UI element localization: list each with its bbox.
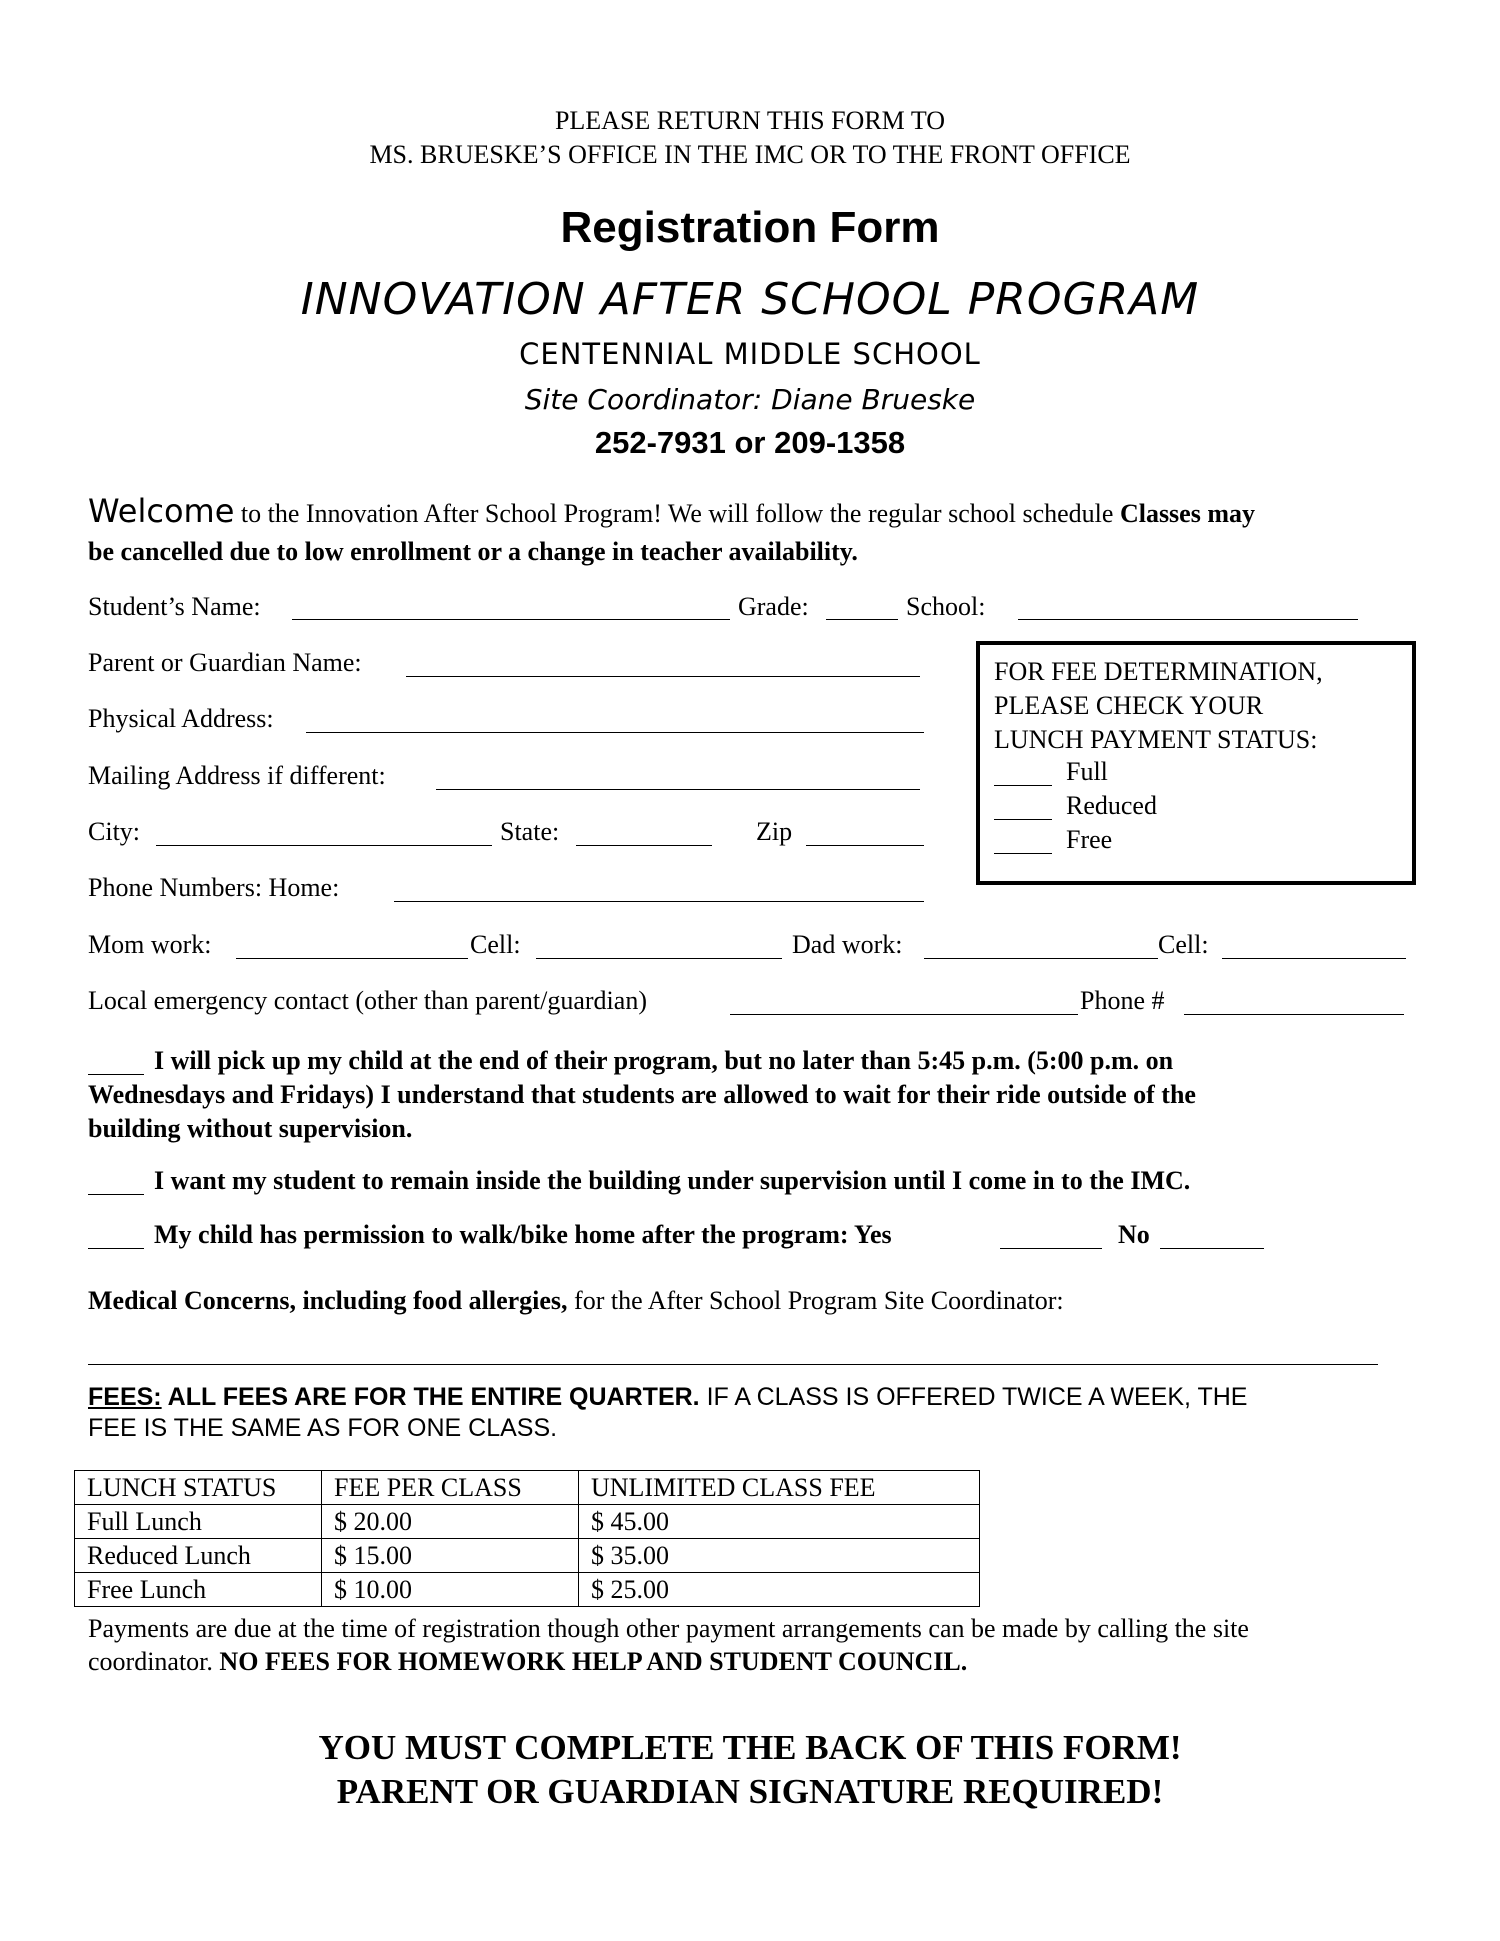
pickup-option-1-line-3: building without supervision. [88, 1114, 413, 1143]
student-name-field[interactable] [292, 619, 730, 620]
parent-name-label: Parent or Guardian Name: [88, 648, 362, 677]
physical-address-label: Physical Address: [88, 704, 274, 733]
table-cell: $ 15.00 [322, 1539, 579, 1573]
program-name: INNOVATION AFTER SCHOOL PROGRAM [300, 274, 1200, 325]
mailing-address-field[interactable] [436, 789, 920, 790]
payment-line-2: coordinator. [88, 1647, 220, 1676]
dad-work-field[interactable] [924, 958, 1158, 959]
fee-box-line-1: FOR FEE DETERMINATION, [994, 657, 1323, 686]
fee-table-header: UNLIMITED CLASS FEE [579, 1471, 980, 1505]
walk-bike-no-label: No [1118, 1220, 1150, 1249]
pickup-option-1-text [88, 1044, 1418, 1146]
fees-text-3: FEE IS THE SAME AS FOR ONE CLASS. [88, 1414, 558, 1442]
fee-box-line-2: PLEASE CHECK YOUR [994, 691, 1264, 720]
medical-concerns-label [88, 1286, 1064, 1316]
lunch-reduced-checkbox[interactable] [994, 819, 1052, 820]
table-cell: $ 35.00 [579, 1539, 980, 1573]
welcome-word: Welcome [88, 492, 235, 530]
table-cell: $ 25.00 [579, 1573, 980, 1607]
pickup-option-3-checkbox[interactable] [88, 1248, 144, 1249]
fees-statement [88, 1382, 1418, 1444]
welcome-bold-2: be cancelled due to low enrollment or a change in teacher availability. [88, 537, 858, 566]
site-coordinator: Site Coordinator: Diane Brueske [524, 383, 976, 416]
footer-line-2: PARENT OR GUARDIAN SIGNATURE REQUIRED! [336, 1772, 1164, 1811]
lunch-full-checkbox[interactable] [994, 785, 1052, 786]
return-instructions [0, 104, 1500, 172]
school-name: CENTENNIAL MIDDLE SCHOOL [519, 337, 981, 371]
fees-bold-text: ALL FEES ARE FOR THE ENTIRE QUARTER. [161, 1383, 700, 1411]
student-name-label: Student’s Name: [88, 592, 261, 621]
mom-cell-field[interactable] [536, 958, 782, 959]
fee-table-header: LUNCH STATUS [75, 1471, 322, 1505]
phone-home-field[interactable] [394, 901, 924, 902]
pickup-option-1-line-1: I will pick up my child at the end of their program, but no later than 5:45 p.m. (5:00 p.m. on [154, 1046, 1174, 1075]
return-line-1: PLEASE RETURN THIS FORM TO [554, 106, 946, 135]
school-field[interactable] [1018, 619, 1358, 620]
table-cell: $ 20.00 [322, 1505, 579, 1539]
fee-box-line-3: LUNCH PAYMENT STATUS: [994, 725, 1318, 754]
emergency-contact-label: Local emergency contact (other than parent/guardian) [88, 986, 647, 1015]
pickup-option-2-checkbox[interactable] [88, 1194, 144, 1195]
medical-concerns-text: for the After School Program Site Coordinator: [567, 1286, 1064, 1315]
fee-table-header-row [75, 1471, 980, 1505]
table-row [75, 1539, 980, 1573]
walk-bike-yes-field[interactable] [1000, 1248, 1102, 1249]
welcome-text: to the Innovation After School Program! We will follow the regular school schedule [234, 499, 1120, 528]
zip-field[interactable] [806, 845, 924, 846]
dad-work-label: Dad work: [792, 930, 903, 959]
table-cell: Reduced Lunch [75, 1539, 322, 1573]
form-title: Registration Form [560, 203, 940, 252]
grade-field[interactable] [826, 619, 898, 620]
fee-table-header: FEE PER CLASS [322, 1471, 579, 1505]
table-cell: Full Lunch [75, 1505, 322, 1539]
emergency-phone-field[interactable] [1184, 1014, 1404, 1015]
mom-work-field[interactable] [236, 958, 468, 959]
emergency-phone-label: Phone # [1080, 986, 1165, 1015]
footer-line-1: YOU MUST COMPLETE THE BACK OF THIS FORM! [318, 1728, 1182, 1767]
pickup-option-2-text: I want my student to remain inside the building under supervision until I come in to the IMC. [154, 1166, 1191, 1195]
payment-line-1: Payments are due at the time of registration though other payment arrangements can be made by calling the site [88, 1614, 1249, 1643]
city-label: City: [88, 817, 141, 846]
welcome-paragraph [88, 492, 1418, 571]
fees-label: FEES: [88, 1383, 162, 1411]
zip-label: Zip [756, 817, 793, 846]
dad-cell-field[interactable] [1222, 958, 1406, 959]
dad-cell-label: Cell: [1158, 930, 1209, 959]
mom-work-label: Mom work: [88, 930, 212, 959]
medical-concerns-bold: Medical Concerns, including food allergies, [88, 1286, 568, 1315]
grade-label: Grade: [738, 592, 809, 621]
phone-home-label: Phone Numbers: Home: [88, 873, 340, 902]
school-label: School: [906, 592, 986, 621]
table-row [75, 1573, 980, 1607]
table-cell: Free Lunch [75, 1573, 322, 1607]
parent-name-field[interactable] [406, 676, 920, 677]
footer-notice [0, 1726, 1500, 1814]
emergency-contact-field[interactable] [730, 1014, 1078, 1015]
lunch-free-checkbox[interactable] [994, 853, 1052, 854]
state-field[interactable] [576, 845, 712, 846]
welcome-bold-1: Classes may [1119, 499, 1255, 528]
table-row [75, 1505, 980, 1539]
payment-note [88, 1612, 1428, 1678]
fee-determination-box [976, 641, 1416, 885]
walk-bike-no-field[interactable] [1160, 1248, 1264, 1249]
lunch-free-label: Free [1066, 825, 1113, 854]
physical-address-field[interactable] [306, 732, 924, 733]
table-cell: $ 45.00 [579, 1505, 980, 1539]
mom-cell-label: Cell: [470, 930, 521, 959]
table-cell: $ 10.00 [322, 1573, 579, 1607]
mailing-address-label: Mailing Address if different: [88, 761, 386, 790]
fee-table [74, 1470, 980, 1607]
city-field[interactable] [156, 845, 492, 846]
lunch-reduced-label: Reduced [1066, 791, 1157, 820]
medical-concerns-field[interactable] [88, 1364, 1378, 1365]
lunch-full-label: Full [1066, 757, 1108, 786]
pickup-option-3-text: My child has permission to walk/bike home after the program: Yes [154, 1220, 892, 1249]
return-line-2: MS. BRUESKE’S OFFICE IN THE IMC OR TO THE FRONT OFFICE [369, 140, 1131, 169]
pickup-option-1-line-2: Wednesdays and Fridays) I understand that students are allowed to wait for their ride outside of the [88, 1080, 1196, 1109]
fees-text-2: IF A CLASS IS OFFERED TWICE A WEEK, THE [699, 1383, 1248, 1411]
state-label: State: [500, 817, 560, 846]
payment-bold: NO FEES FOR HOMEWORK HELP AND STUDENT COUNCIL. [219, 1647, 968, 1676]
phone-numbers: 252-7931 or 209-1358 [594, 425, 906, 460]
